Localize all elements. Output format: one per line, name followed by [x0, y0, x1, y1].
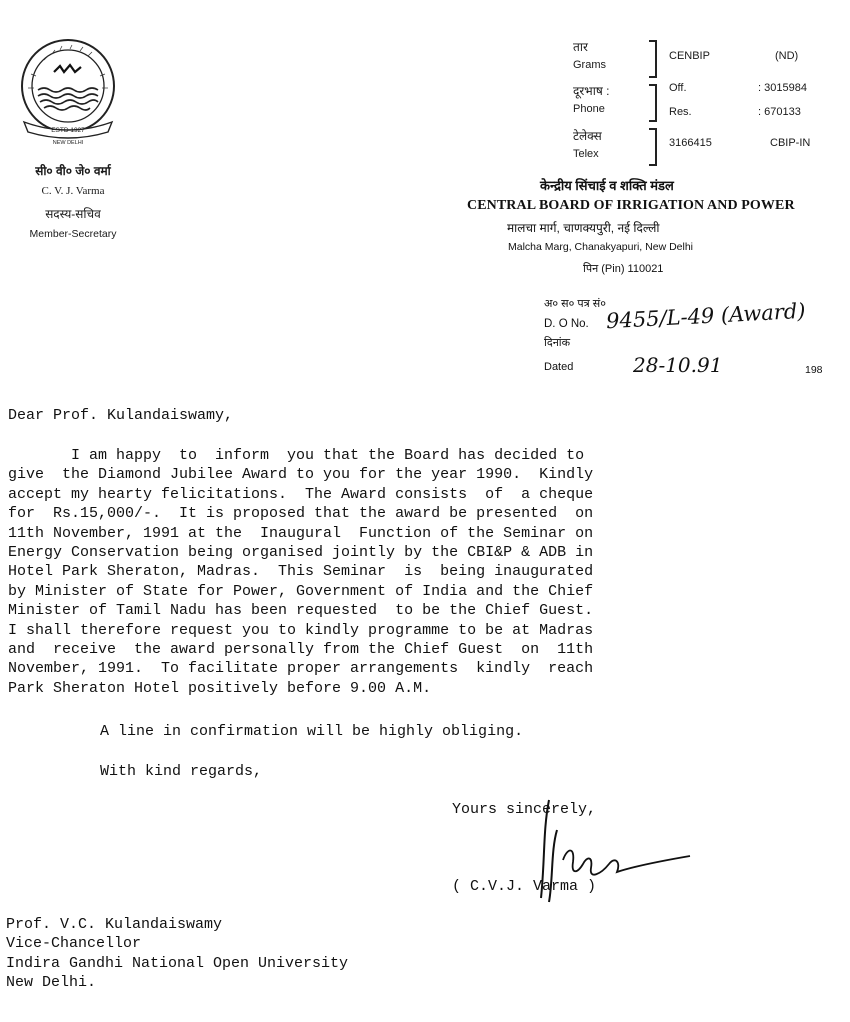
sender-designation-hindi: सदस्य-सचिव — [45, 207, 101, 221]
paragraph-line: give the Diamond Jubilee Award to you for the year 1990. Kindly — [8, 466, 594, 484]
board-name: CENTRAL BOARD OF IRRIGATION AND POWER — [467, 198, 795, 213]
board-address-hindi: मालचा मार्ग, चाणक्यपुरी, नई दिल्ली — [507, 221, 660, 235]
recipient-title: Vice-Chancellor — [6, 935, 142, 953]
recipient-city: New Delhi. — [6, 974, 97, 992]
signatory-name: ( C.V.J. Varma ) — [452, 878, 597, 895]
logo-city-text: NEW DELHI — [52, 140, 84, 146]
cbip-seal-logo — [14, 36, 122, 148]
grams-hindi: तार — [573, 40, 588, 54]
salutation: Dear Prof. Kulandaiswamy, — [8, 407, 234, 424]
paragraph-line: November, 1991. To facilitate proper arrangements kindly reach — [8, 660, 594, 678]
telex-hindi: टेलेक्स — [573, 129, 602, 143]
recipient-name: Prof. V.C. Kulandaiswamy — [6, 916, 223, 933]
paragraph-line: by Minister of State for Power, Government of India and the Chief — [8, 582, 594, 600]
paragraph-line: Park Sheraton Hotel positively before 9.00 A.M. — [8, 679, 432, 697]
paragraph-line: I am happy to inform you that the Board has decided to — [8, 447, 585, 464]
telex-label: Telex — [573, 148, 599, 160]
do-hindi: अ० स० पत्र सं० — [544, 298, 606, 310]
regards-line: With kind regards, — [100, 763, 263, 780]
grams-value: CENBIP — [669, 50, 710, 62]
res-label: Res. — [669, 106, 692, 118]
paragraph-line: for Rs.15,000/-. It is proposed that the award be presented on — [8, 505, 594, 523]
phone-hindi: दूरभाष : — [573, 84, 610, 98]
paragraph-line: and receive the award personally from the Chief Guest on 11th — [8, 641, 594, 659]
recipient-address — [6, 915, 348, 993]
grams-label: Grams — [573, 59, 606, 71]
paragraph-line: Minister of Tamil Nadu has been requested to be the Chief Guest. — [8, 602, 594, 620]
date-hindi: दिनांक — [544, 337, 571, 349]
paragraph-line: I shall therefore request you to kindly programme to be at Madras — [8, 621, 594, 639]
board-address: Malcha Marg, Chanakyapuri, New Delhi — [508, 241, 693, 253]
do-number-handwritten: 9455/L-49 (Award) — [605, 298, 807, 334]
year-prefix: 198 — [805, 364, 823, 376]
paragraph-line: Hotel Park Sheraton, Madras. This Seminar is being inaugurated — [8, 563, 594, 581]
sender-name-hindi: सी० वी० जे० वर्मा — [35, 164, 111, 178]
telex-brace — [649, 128, 657, 166]
board-name-hindi: केन्द्रीय सिंचाई व शक्ति मंडल — [540, 178, 674, 193]
paragraph-line: accept my hearty felicitations. The Award consists of a cheque — [8, 485, 594, 503]
telex-code: CBIP-IN — [770, 137, 811, 149]
telex-value: 3166415 — [669, 137, 712, 149]
logo-estd-text: ESTD 1927 — [51, 127, 85, 134]
sender-designation: Member-Secretary — [29, 228, 117, 240]
paragraph-line: Energy Conservation being organised jointly by the CBI&P & ADB in — [8, 544, 594, 562]
confirmation-line: A line in confirmation will be highly obliging. — [100, 723, 524, 740]
do-label: D. O No. — [544, 318, 589, 330]
letter-paragraph — [8, 446, 593, 698]
recipient-institution: Indira Gandhi National Open University — [6, 954, 349, 972]
closing-line: Yours sincerely, — [452, 801, 597, 818]
board-pin: पिन (Pin) 110021 — [583, 263, 664, 275]
office-value: : 3015984 — [758, 82, 807, 94]
res-value: : 670133 — [758, 106, 801, 118]
phone-label: Phone — [573, 103, 605, 115]
sender-name: C. V. J. Varma — [41, 185, 105, 197]
office-label: Off. — [669, 82, 687, 94]
date-handwritten: 28-10.91 — [633, 353, 723, 377]
grams-suffix: (ND) — [775, 50, 799, 62]
date-label: Dated — [544, 361, 574, 373]
paragraph-line: 11th November, 1991 at the Inaugural Function of the Seminar on — [8, 524, 594, 542]
grams-brace — [649, 40, 657, 78]
phone-brace — [649, 84, 657, 122]
